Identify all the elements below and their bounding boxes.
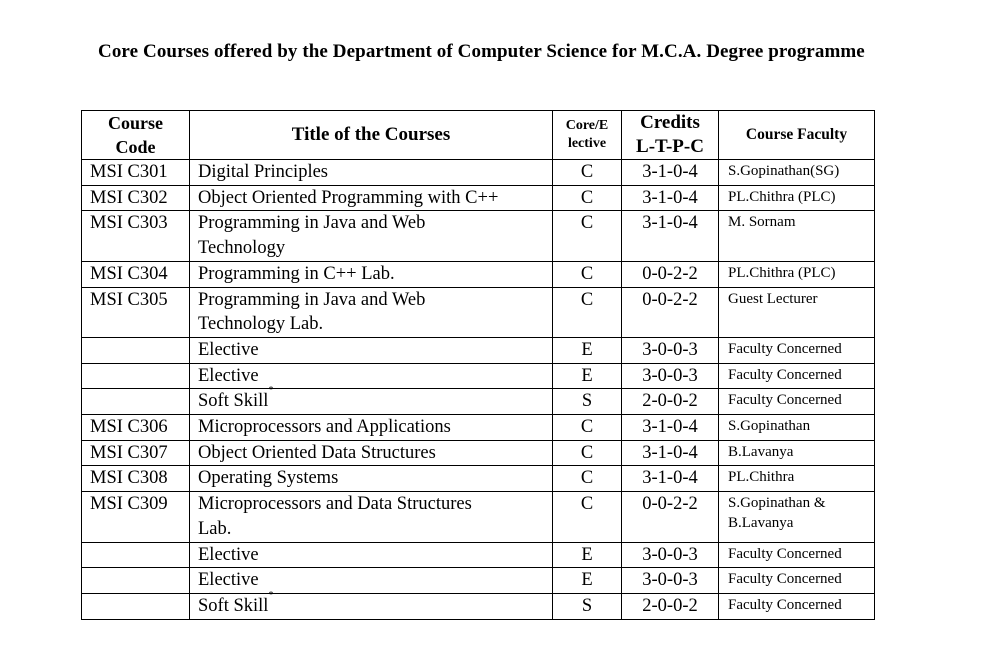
credits-cell <box>622 287 719 337</box>
course-code-cell <box>82 466 190 492</box>
course-title-line <box>198 589 552 619</box>
header-credits-line2: L-T-P-C <box>636 136 704 157</box>
course-code: MSI C303 <box>90 213 168 234</box>
core-elective-value: E <box>581 339 593 360</box>
course-code-cell <box>82 440 190 466</box>
course-faculty: M. Sornam <box>728 214 796 231</box>
course-faculty-cell <box>719 337 875 363</box>
table-row <box>82 415 875 441</box>
course-title: Elective <box>198 570 259 591</box>
course-code-cell <box>82 593 190 619</box>
course-title-line <box>198 364 552 389</box>
course-title-continued: Lab. <box>198 518 232 539</box>
course-title-cell <box>190 492 553 542</box>
course-faculty: PL.Chithra (PLC) <box>728 188 836 205</box>
course-faculty-cell <box>719 440 875 466</box>
core-elective-cell <box>553 466 622 492</box>
core-elective-cell <box>553 492 622 542</box>
table-row <box>82 363 875 389</box>
course-faculty: PL.Chithra (PLC) <box>728 264 836 281</box>
credits-value: 3-1-0-4 <box>642 468 698 489</box>
course-title-cell <box>190 287 553 337</box>
credits-value: 3-1-0-4 <box>642 417 698 438</box>
table-row <box>82 261 875 287</box>
credits-value: 3-1-0-4 <box>642 442 698 463</box>
course-faculty-cell <box>719 287 875 337</box>
course-title-cell <box>190 211 553 261</box>
course-code-cell <box>82 389 190 415</box>
course-title-continued: Technology <box>198 238 286 259</box>
header-credits-line1: Credits <box>640 112 700 133</box>
core-elective-value: E <box>581 544 593 565</box>
course-faculty-cell <box>719 542 875 568</box>
course-title: Elective <box>198 544 259 565</box>
credits-cell <box>622 415 719 441</box>
course-code-cell <box>82 185 190 211</box>
core-elective-value: E <box>581 570 593 591</box>
course-faculty-cell <box>719 466 875 492</box>
course-title-continued: Technology Lab. <box>198 314 324 335</box>
core-elective-cell <box>553 337 622 363</box>
table-row <box>82 185 875 211</box>
course-title-cell <box>190 466 553 492</box>
course-faculty-cell <box>719 492 875 542</box>
course-title: Elective <box>198 339 259 360</box>
course-faculty: S.Gopinathan <box>728 418 811 435</box>
credits-cell <box>622 261 719 287</box>
course-faculty: B.Lavanya <box>728 443 794 460</box>
course-faculty: S.Gopinathan & <box>728 495 826 512</box>
course-title: Programming in Java and Web <box>198 213 426 234</box>
credits-cell <box>622 389 719 415</box>
header-credits <box>622 111 719 160</box>
course-title-line <box>198 288 552 313</box>
course-title-cell <box>190 589 553 619</box>
credits-value: 2-0-0-2 <box>642 595 698 616</box>
course-title-cell <box>190 363 553 389</box>
course-title-line <box>198 492 552 517</box>
course-title-cell <box>190 185 553 211</box>
core-elective-value: C <box>580 417 594 438</box>
table-row <box>82 542 875 568</box>
core-elective-cell <box>553 389 622 415</box>
header-core-elective <box>553 111 622 160</box>
course-title-line <box>198 211 552 236</box>
table-row <box>82 568 875 594</box>
table-row <box>82 160 875 186</box>
core-elective-value: C <box>580 289 594 310</box>
courses-table <box>81 110 875 620</box>
credits-value: 0-0-2-2 <box>642 289 698 310</box>
credits-cell <box>622 337 719 363</box>
credits-value: 3-0-0-3 <box>642 544 698 565</box>
course-title: Microprocessors and Data Structures <box>198 494 472 515</box>
core-elective-value: C <box>580 162 594 182</box>
core-elective-cell <box>553 593 622 619</box>
course-title: Soft Skill <box>198 595 269 616</box>
course-title-cell <box>190 337 553 363</box>
course-faculty: Faculty Concerned <box>728 392 842 409</box>
course-code-cell <box>82 211 190 261</box>
table-row <box>82 466 875 492</box>
course-title-cell <box>190 261 553 287</box>
course-title-line <box>198 466 552 491</box>
core-elective-value: C <box>580 494 594 515</box>
course-title-line <box>198 186 552 211</box>
credits-value: 3-1-0-4 <box>642 162 698 182</box>
course-code-cell <box>82 568 190 594</box>
credits-cell <box>622 568 719 594</box>
course-title-cell <box>190 160 553 186</box>
course-title-line <box>198 415 552 440</box>
header-course-code <box>82 111 190 160</box>
core-elective-cell <box>553 211 622 261</box>
header-title: Title of the Courses <box>190 111 553 160</box>
credits-value: 3-0-0-3 <box>642 339 698 360</box>
course-code: MSI C306 <box>90 417 168 438</box>
course-faculty: S.Gopinathan(SG) <box>728 163 840 179</box>
core-elective-cell <box>553 363 622 389</box>
course-code: MSI C309 <box>90 494 168 515</box>
course-title: Microprocessors and Applications <box>198 417 451 438</box>
credits-value: 3-1-0-4 <box>642 187 698 208</box>
credits-value: 3-0-0-3 <box>642 365 698 386</box>
course-title-line <box>198 441 552 466</box>
course-title-line <box>198 338 552 363</box>
course-code-cell <box>82 337 190 363</box>
course-code-cell <box>82 261 190 287</box>
table-header-row <box>82 111 875 160</box>
credits-cell <box>622 211 719 261</box>
course-code: MSI C304 <box>90 263 168 284</box>
core-elective-value: C <box>580 468 594 489</box>
course-faculty-continued: B.Lavanya <box>728 514 794 531</box>
core-elective-value: E <box>581 365 593 386</box>
credits-value: 3-1-0-4 <box>642 213 698 234</box>
course-faculty-cell <box>719 261 875 287</box>
course-title-line <box>198 262 552 287</box>
course-code-cell <box>82 287 190 337</box>
core-elective-cell <box>553 542 622 568</box>
credits-value: 2-0-0-2 <box>642 391 698 412</box>
table-row <box>82 337 875 363</box>
core-elective-cell <box>553 440 622 466</box>
course-faculty-cell <box>719 415 875 441</box>
course-title-line <box>198 160 552 185</box>
course-code-cell <box>82 160 190 186</box>
course-title: Digital Principles <box>198 162 328 182</box>
course-code-cell <box>82 542 190 568</box>
course-title-cell <box>190 440 553 466</box>
course-title: Elective <box>198 365 259 386</box>
course-title-line <box>198 385 552 414</box>
course-title: Programming in Java and Web <box>198 289 426 310</box>
course-faculty-cell <box>719 185 875 211</box>
core-elective-value: C <box>580 263 594 284</box>
course-faculty: Guest Lecturer <box>728 290 818 307</box>
course-title: Soft Skill <box>198 391 269 412</box>
table-row <box>82 287 875 337</box>
course-faculty-cell <box>719 389 875 415</box>
course-title: Operating Systems <box>198 468 339 489</box>
core-elective-cell <box>553 568 622 594</box>
course-title: Object Oriented Programming with C++ <box>198 187 499 208</box>
core-elective-value: C <box>580 442 594 463</box>
credits-cell <box>622 160 719 186</box>
course-code: MSI C305 <box>90 289 168 310</box>
core-elective-cell <box>553 160 622 186</box>
table-row <box>82 440 875 466</box>
credits-cell <box>622 185 719 211</box>
course-faculty: Faculty Concerned <box>728 340 842 357</box>
credits-value: 0-0-2-2 <box>642 263 698 284</box>
course-code: MSI C301 <box>90 162 168 182</box>
header-course-faculty: Course Faculty <box>719 111 875 160</box>
course-code: MSI C307 <box>90 442 168 463</box>
course-faculty-cell <box>719 593 875 619</box>
header-course-code-line1: Course <box>108 113 163 133</box>
course-title-cell <box>190 568 553 594</box>
credits-cell <box>622 542 719 568</box>
course-title: Programming in C++ Lab. <box>198 263 395 284</box>
course-code: MSI C302 <box>90 187 168 208</box>
credits-value: 3-0-0-3 <box>642 570 698 591</box>
credits-cell <box>622 492 719 542</box>
course-title-cell <box>190 542 553 568</box>
course-title-line <box>198 568 552 593</box>
course-code-cell <box>82 492 190 542</box>
header-course-code-line2: Code <box>115 137 156 157</box>
credits-cell <box>622 466 719 492</box>
footnote-marker: * <box>268 385 274 397</box>
table-row <box>82 593 875 619</box>
table-row <box>82 389 875 415</box>
course-faculty: Faculty Concerned <box>728 366 842 383</box>
core-elective-cell <box>553 415 622 441</box>
credits-cell <box>622 363 719 389</box>
course-code-cell <box>82 415 190 441</box>
credits-cell <box>622 593 719 619</box>
core-elective-value: C <box>580 213 594 234</box>
course-faculty: Faculty Concerned <box>728 545 842 562</box>
course-faculty: Faculty Concerned <box>728 596 842 613</box>
header-core-elective-line2: lective <box>567 136 607 151</box>
course-title-cell <box>190 385 553 415</box>
course-code-cell <box>82 363 190 389</box>
core-elective-cell <box>553 287 622 337</box>
core-elective-cell <box>553 261 622 287</box>
course-faculty-cell <box>719 211 875 261</box>
document-heading: Core Courses offered by the Department of Computer Science for M.C.A. Degree programme <box>98 41 865 62</box>
core-elective-value: S <box>581 391 593 412</box>
course-faculty-cell <box>719 363 875 389</box>
core-elective-value: C <box>580 187 594 208</box>
credits-value: 0-0-2-2 <box>642 494 698 515</box>
credits-cell <box>622 440 719 466</box>
footnote-marker: * <box>268 589 274 601</box>
course-faculty-cell <box>719 568 875 594</box>
header-core-elective-line1: Core/E <box>565 118 609 133</box>
core-elective-cell <box>553 185 622 211</box>
core-elective-value: S <box>581 595 593 616</box>
course-code: MSI C308 <box>90 468 168 489</box>
table-row <box>82 492 875 542</box>
course-title: Object Oriented Data Structures <box>198 442 436 463</box>
course-title-line <box>198 543 552 568</box>
course-faculty: PL.Chithra <box>728 469 795 486</box>
course-faculty: Faculty Concerned <box>728 571 842 588</box>
table-row <box>82 211 875 261</box>
course-title-cell <box>190 415 553 441</box>
course-faculty-cell <box>719 160 875 186</box>
